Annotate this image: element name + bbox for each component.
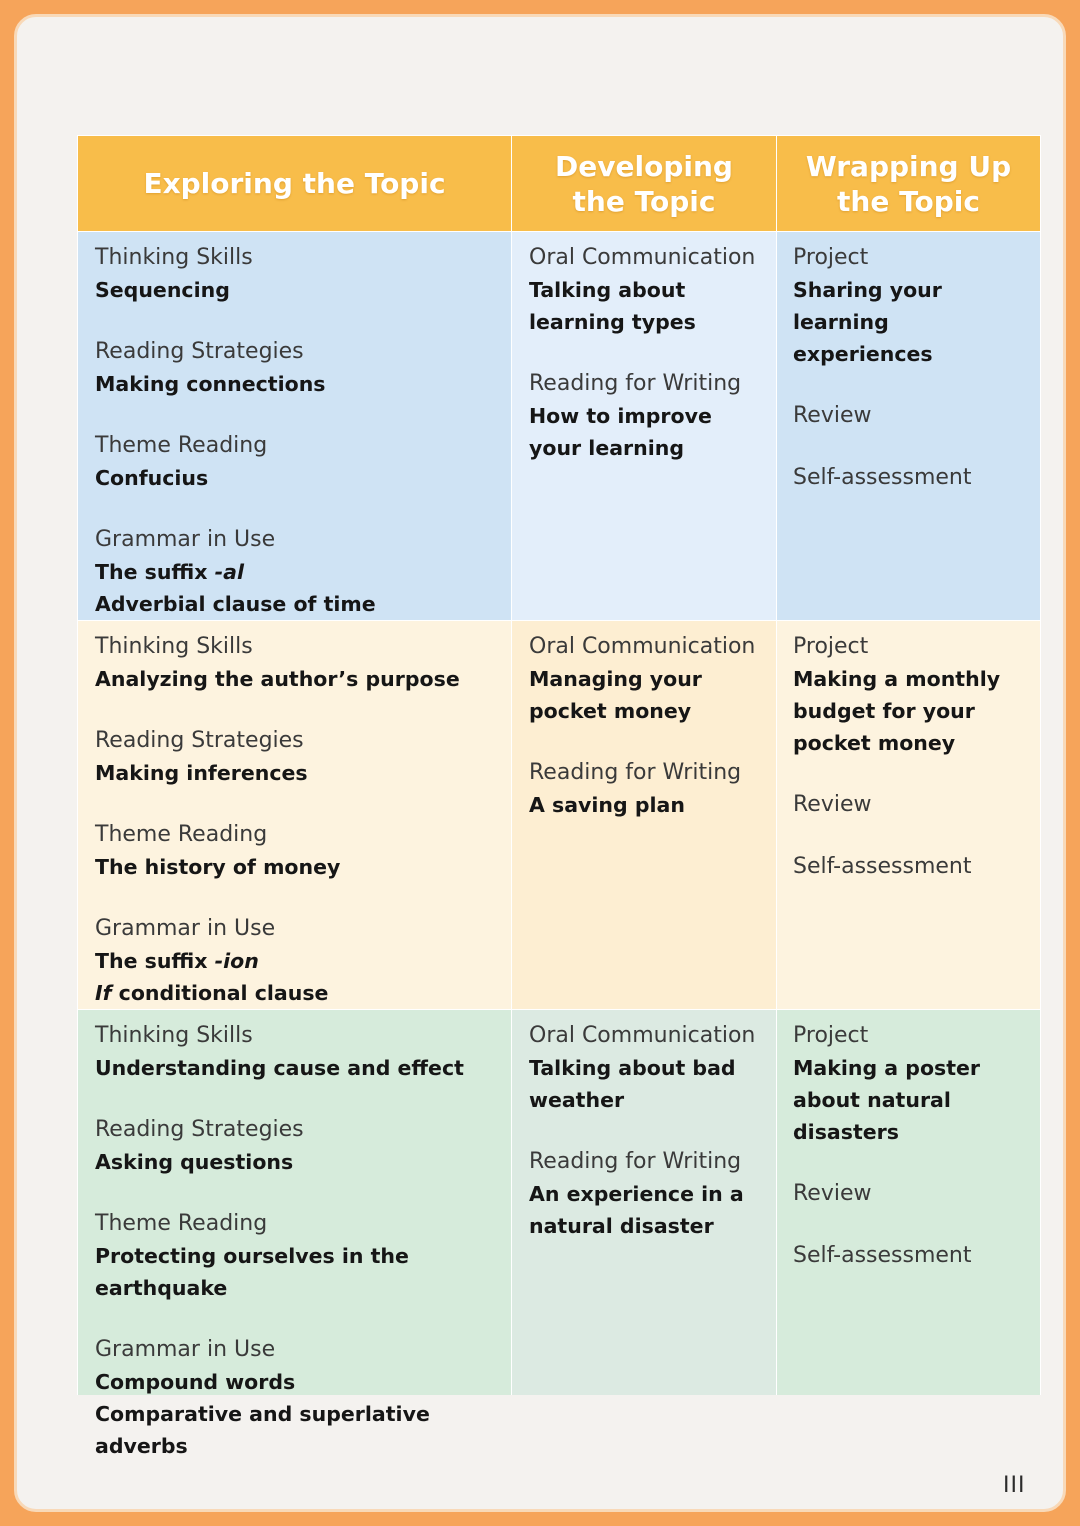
section-value — [95, 945, 505, 977]
section-label: Reading for Writing — [529, 371, 742, 396]
section-label: Project — [793, 1023, 869, 1048]
section-label: Review — [793, 1181, 872, 1206]
section-value — [793, 1052, 1034, 1148]
section-label: Reading Strategies — [95, 1117, 304, 1142]
section-wrapping — [793, 631, 1034, 759]
section-value — [529, 400, 770, 464]
section-value — [95, 1146, 505, 1178]
value-text: Managing your pocket money — [529, 667, 702, 723]
contents-table — [77, 135, 1041, 1458]
section-value — [95, 1366, 505, 1398]
section-exploring — [95, 1208, 505, 1304]
value-text: Sequencing — [95, 278, 230, 302]
cell-wrapping-unit-3 — [777, 1010, 1040, 1395]
section-exploring — [95, 242, 505, 306]
section-wrapping — [793, 851, 1034, 883]
cell-wrapping-unit-1 — [777, 232, 1040, 620]
page-number: III — [1003, 1473, 1026, 1498]
value-text: The suffix — [95, 949, 215, 973]
cell-developing-unit-3 — [512, 1010, 776, 1395]
header-wrapping: Wrapping Up the Topic — [777, 136, 1040, 231]
section-label: Grammar in Use — [95, 1337, 276, 1362]
value-text: The history of money — [95, 855, 341, 879]
section-exploring — [95, 1114, 505, 1178]
value-text: Comparative and superlative adverbs — [95, 1402, 430, 1458]
section-developing — [529, 242, 770, 338]
section-label: Project — [793, 245, 869, 270]
section-label: Review — [793, 403, 872, 428]
value-text: Making a poster about natural disasters — [793, 1056, 981, 1144]
section-value — [529, 663, 770, 727]
section-label: Reading Strategies — [95, 339, 304, 364]
cell-wrapping-unit-2 — [777, 621, 1040, 1009]
section-wrapping — [793, 462, 1034, 494]
section-developing — [529, 757, 770, 821]
value-text: Adverbial clause of time — [95, 592, 376, 616]
section-value — [95, 851, 505, 883]
section-value — [95, 588, 505, 620]
section-wrapping — [793, 1020, 1034, 1148]
section-value — [95, 274, 505, 306]
value-text: Talking about learning types — [529, 278, 696, 334]
section-value — [95, 1398, 505, 1462]
section-wrapping — [793, 1240, 1034, 1272]
section-value — [95, 977, 505, 1009]
value-text: Compound words — [95, 1370, 296, 1394]
value-text: Making a monthly budget for your pocket money — [793, 667, 1001, 755]
section-value — [793, 663, 1034, 759]
value-text: Understanding cause and effect — [95, 1056, 464, 1080]
section-value — [95, 1052, 505, 1084]
value-text: Making connections — [95, 372, 326, 396]
value-text: How to improve your learning — [529, 404, 712, 460]
cell-exploring-unit-3 — [78, 1010, 511, 1458]
value-text: Making inferences — [95, 761, 308, 785]
value-text: Confucius — [95, 466, 209, 490]
value-text: The suffix — [95, 560, 215, 584]
section-value — [529, 1052, 770, 1116]
section-label: Thinking Skills — [95, 245, 253, 270]
section-label: Theme Reading — [95, 433, 268, 458]
value-text: A saving plan — [529, 793, 685, 817]
section-developing — [529, 631, 770, 727]
section-value — [95, 368, 505, 400]
section-label: Thinking Skills — [95, 1023, 253, 1048]
section-label: Grammar in Use — [95, 527, 276, 552]
page — [14, 14, 1066, 1512]
section-value — [95, 556, 505, 588]
value-text: Asking questions — [95, 1150, 294, 1174]
section-label: Reading for Writing — [529, 1149, 742, 1174]
italic-term: If — [95, 981, 112, 1005]
value-text: conditional clause — [111, 981, 329, 1005]
section-label: Project — [793, 634, 869, 659]
header-exploring: Exploring the Topic — [78, 136, 511, 231]
cell-developing-unit-2 — [512, 621, 776, 1009]
section-label: Reading for Writing — [529, 760, 742, 785]
section-wrapping — [793, 1178, 1034, 1210]
section-label: Thinking Skills — [95, 634, 253, 659]
section-exploring — [95, 1020, 505, 1084]
section-label: Theme Reading — [95, 1211, 268, 1236]
value-text: Talking about bad weather — [529, 1056, 736, 1112]
section-label: Oral Communication — [529, 245, 756, 270]
section-wrapping — [793, 242, 1034, 370]
section-label: Oral Communication — [529, 634, 756, 659]
value-text: Protecting ourselves in the earthquake — [95, 1244, 409, 1300]
italic-suffix: -al — [214, 560, 245, 584]
section-exploring — [95, 631, 505, 695]
section-value — [529, 274, 770, 338]
section-label: Self-assessment — [793, 854, 972, 879]
section-value — [95, 663, 505, 695]
section-exploring — [95, 336, 505, 400]
section-label: Oral Communication — [529, 1023, 756, 1048]
cell-exploring-unit-2 — [78, 621, 511, 1009]
section-developing — [529, 1020, 770, 1116]
value-text: Analyzing the author’s purpose — [95, 667, 460, 691]
header-developing: Developing the Topic — [512, 136, 776, 231]
section-value — [95, 1240, 505, 1304]
section-exploring — [95, 725, 505, 789]
section-exploring — [95, 913, 505, 1009]
section-exploring — [95, 819, 505, 883]
section-label: Review — [793, 792, 872, 817]
section-exploring — [95, 430, 505, 494]
section-wrapping — [793, 400, 1034, 432]
section-exploring — [95, 524, 505, 620]
section-label: Reading Strategies — [95, 728, 304, 753]
italic-suffix: -ion — [214, 949, 259, 973]
value-text: Sharing your learning experiences — [793, 278, 942, 366]
cell-developing-unit-1 — [512, 232, 776, 620]
cell-exploring-unit-1 — [78, 232, 511, 620]
section-developing — [529, 368, 770, 464]
section-label: Self-assessment — [793, 1243, 972, 1268]
section-value — [793, 274, 1034, 370]
section-value — [529, 1178, 770, 1242]
section-value — [529, 789, 770, 821]
section-value — [95, 462, 505, 494]
section-wrapping — [793, 789, 1034, 821]
section-label: Grammar in Use — [95, 916, 276, 941]
section-exploring — [95, 1334, 505, 1462]
value-text: An experience in a natural disaster — [529, 1182, 744, 1238]
section-developing — [529, 1146, 770, 1242]
section-label: Self-assessment — [793, 465, 972, 490]
section-value — [95, 757, 505, 789]
section-label: Theme Reading — [95, 822, 268, 847]
